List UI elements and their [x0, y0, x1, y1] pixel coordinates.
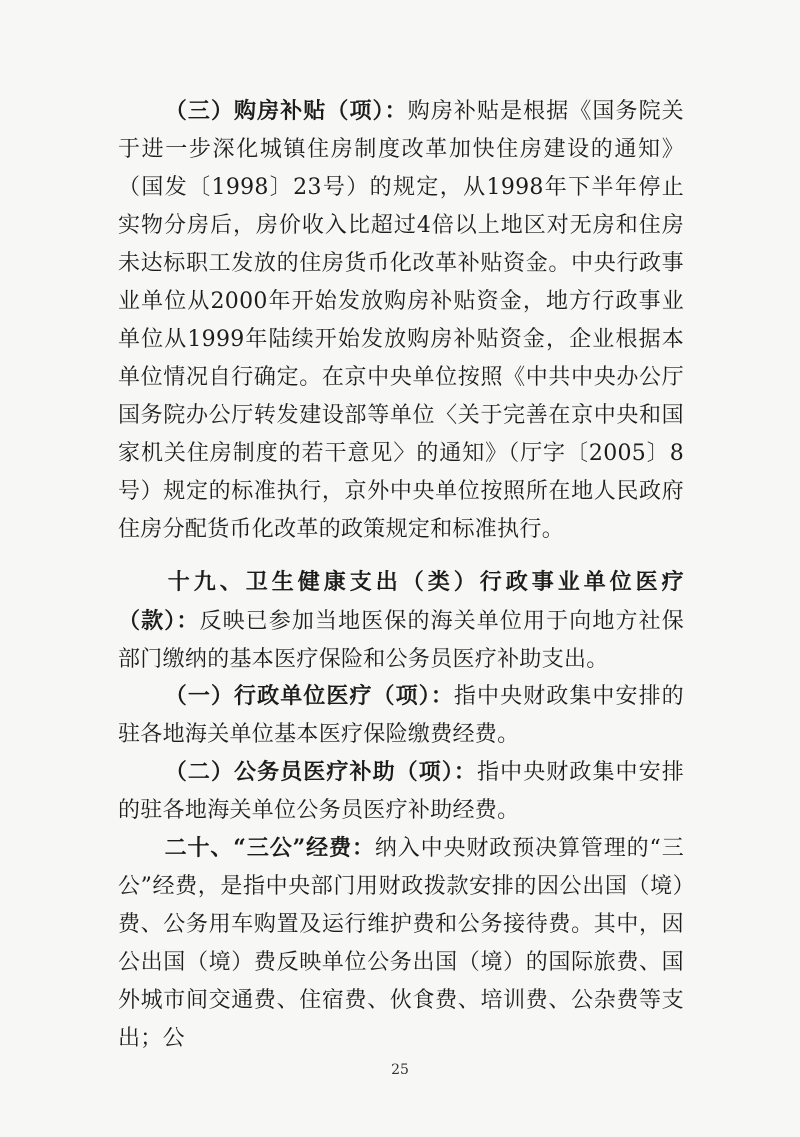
heading-admin-medical: （一）行政单位医疗（项）：	[164, 683, 454, 709]
heading-health-expenditure: 十九、卫生健康支出（类）行政事业单位医疗（款）：	[118, 569, 684, 634]
paragraph-admin-medical	[118, 677, 684, 754]
page-number: 25	[391, 1062, 409, 1078]
paragraph-civil-servant-medical	[118, 753, 684, 830]
body-three-public: 纳入中央财政预决算管理的“三公”经费，是指中央部门用财政拨款安排的因公出国（境）费、公务用车购置及运行维护费和公务接待费。其中，因公出国（境）费反映单位公务出国（境）的国际旅费、国外城市间交通费、住宿费、伙食费、培训费、公杂费等支出；公	[118, 836, 685, 1051]
body-admin-medical: 指中央财政集中安排的驻各地海关单位基本医疗保险缴费经费。	[118, 684, 684, 747]
paragraph-three-public	[118, 829, 684, 1058]
paragraph-housing-subsidy	[118, 92, 684, 549]
body-health-expenditure: 反映已参加当地医保的海关单位用于向地方社保部门缴纳的基本医疗保险和公务员医疗补助支出。	[118, 609, 684, 672]
body-housing-subsidy: 购房补贴是根据《国务院关于进一步深化城镇住房制度改革加快住房建设的通知》（国发〔1998〕23号）的规定，从1998年下半年停止实物分房后，房价收入比超过4倍以上地区对无房和住房未达标职工发放的住房货币化改革补贴资金。中央行政事业单位从2000年开始发放购房补贴资金，地方行政事业单位从1999年陆续开始发放购房补贴资金，企业根据本单位情况自行确定。在京中央单位按照《中共中央办公厅国务院办公厅转发建设部等单位〈关于完善在京中央和国家机关住房制度的若干意见〉的通知》（厅字〔2005〕8号）规定的标准执行，京外中央单位按照所在地人民政府住房分配货币化改革的政策规定和标准执行。	[118, 99, 684, 542]
heading-three-public: 二十、“三公”经费：	[164, 835, 375, 861]
body-civil-servant-medical: 指中央财政集中安排的驻各地海关单位公务员医疗补助经费。	[118, 760, 685, 823]
heading-housing-subsidy: （三）购房补贴（项）：	[164, 98, 408, 124]
heading-civil-servant-medical: （二）公务员医疗补助（项）：	[164, 759, 478, 785]
paragraph-health-expenditure	[118, 563, 684, 679]
